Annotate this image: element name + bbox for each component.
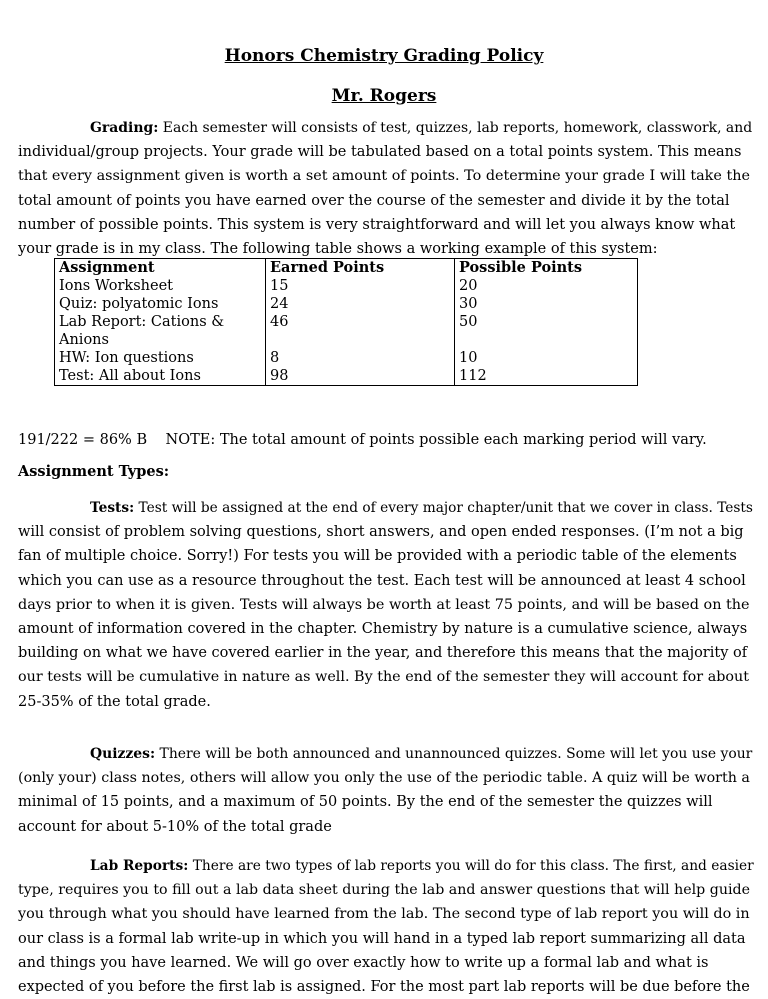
table-cell: 30 <box>459 296 478 312</box>
table-header-row <box>55 259 638 386</box>
lab-line-4: our class is a formal lab write-up in which you will hand in a typed lab report summarizing all data <box>18 930 746 947</box>
table-header-assignment: Assignment <box>59 259 155 276</box>
table-cell: Ions Worksheet <box>59 278 173 294</box>
table-cell: HW: Ion questions <box>59 350 194 366</box>
lab-line-1: Lab Reports: There are two types of lab reports you will do for this class. The first, and easier <box>90 858 754 874</box>
assignment-types-heading: Assignment Types: <box>18 463 170 480</box>
tests-line-7: building on what we have covered earlier in the year, and therefore this means that the majority of <box>18 645 748 662</box>
teacher-name: Mr. Rogers <box>331 86 437 106</box>
document-title: Honors Chemistry Grading Policy <box>224 46 544 66</box>
possible-column <box>455 259 638 386</box>
tests-line-1: Tests: Test will be assigned at the end of every major chapter/unit that we cover in class. Tests <box>90 500 753 516</box>
lab-reports-paragraph <box>18 854 754 999</box>
grading-line-5: number of possible points. This system is very straightforward and will let you always know what <box>18 216 736 233</box>
quizzes-line-1: Quizzes: There will be both announced and unannounced quizzes. Some will let you use your <box>90 746 753 762</box>
grading-line-6: your grade is in my class. The following table shows a working example of this system: <box>18 241 658 258</box>
lab-line-2: type, requires you to fill out a lab data sheet during the lab and answer questions that will help guide <box>18 882 750 899</box>
grading-line-4: total amount of points you have earned over the course of the semester and divide it by the total <box>18 192 730 209</box>
quizzes-line-3: minimal of 15 points, and a maximum of 50 points. By the end of the semester the quizzes will <box>18 794 713 811</box>
table-cell <box>266 331 454 349</box>
table-header-earned: Earned Points <box>270 259 385 276</box>
lab-reports-lead: Lab Reports: <box>90 858 189 874</box>
table-cell: 20 <box>459 278 478 294</box>
table-cell: 46 <box>270 314 289 330</box>
table-cell: Test: All about Ions <box>59 368 201 384</box>
tests-line-8: our tests will be cumulative in nature as well. By the end of the semester they will account for about <box>18 669 749 686</box>
points-example-table <box>54 258 638 386</box>
lab-line-5: and things you have learned. We will go over exactly how to write up a formal lab and what is <box>18 954 709 971</box>
grading-paragraph <box>18 116 753 261</box>
quizzes-lead: Quizzes: <box>90 746 156 762</box>
table-cell: Anions <box>59 332 109 348</box>
grade-summary: 191/222 = 86% B NOTE: The total amount of points possible each marking period will vary. <box>18 432 707 448</box>
table-cell: 50 <box>459 314 478 330</box>
quizzes-paragraph <box>18 742 753 839</box>
grading-line-3: that every assignment given is worth a set amount of points. To determine your grade I will take the <box>18 168 750 185</box>
assignment-column <box>55 259 266 386</box>
grading-line-2: individual/group projects. Your grade will be tabulated based on a total points system. This means <box>18 144 742 161</box>
tests-line-5: days prior to when it is given. Tests will always be worth at least 75 points, and will be based on the <box>18 596 750 613</box>
quizzes-line-4: account for about 5-10% of the total grade <box>18 818 332 835</box>
quizzes-line-2: (only your) class notes, others will allow you only the use of the periodic table. A quiz will be worth a <box>18 770 750 787</box>
tests-line-6: amount of information covered in the chapter. Chemistry by nature is a cumulative science, always <box>18 621 748 638</box>
earned-column <box>266 259 455 386</box>
table-cell: 112 <box>459 368 487 384</box>
lab-line-3: you through what you should have learned from the lab. The second type of lab report you will do in <box>18 906 750 923</box>
tests-line-3: fan of multiple choice. Sorry!) For tests you will be provided with a periodic table of the elements <box>18 548 737 565</box>
tests-lead: Tests: <box>90 500 135 516</box>
grading-lead: Grading: <box>90 120 159 136</box>
lab-line-6: expected of you before the first lab is assigned. For the most part lab reports will be due before the <box>18 979 750 996</box>
table-cell: 24 <box>270 296 289 312</box>
tests-line-2: will consist of problem solving questions, short answers, and open ended responses. (I’m not a big <box>18 524 744 541</box>
table-cell <box>455 331 637 349</box>
table-cell: 8 <box>270 350 280 366</box>
table-cell: 98 <box>270 368 289 384</box>
table-cell: 10 <box>459 350 478 366</box>
table-header-possible: Possible Points <box>459 259 583 276</box>
table-cell: Lab Report: Cations & <box>59 314 225 330</box>
tests-paragraph <box>18 496 753 714</box>
table-cell: Quiz: polyatomic Ions <box>59 296 219 312</box>
grading-line-1: Grading: Each semester will consists of test, quizzes, lab reports, homework, classwork, and <box>90 120 753 136</box>
tests-line-9: 25-35% of the total grade. <box>18 693 211 710</box>
tests-line-4: which you can use as a resource throughout the test. Each test will be announced at least 4 school <box>18 572 746 589</box>
table-cell: 15 <box>270 278 289 294</box>
